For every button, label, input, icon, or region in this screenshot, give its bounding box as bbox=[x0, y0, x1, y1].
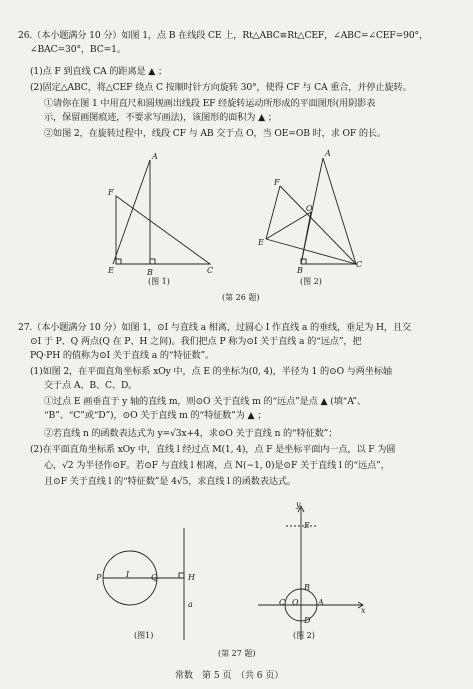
q26-line-7: ②如图 2，在旋转过程中，线段 CF 与 AB 交于点 O，当 OE=OB 时，求 OF 的长。 bbox=[44, 128, 386, 139]
q27-fig2-label-B: B bbox=[304, 583, 310, 592]
q27-fig2-label-C: C bbox=[279, 598, 286, 607]
q27-fig2-label-O: O bbox=[292, 598, 299, 607]
q26-line-1: 26.（本小题满分 10 分）如图 1，点 B 在线段 CE 上，Rt△ABC≌Rt△CEF，∠ABC=∠CEF=90°， bbox=[18, 30, 429, 41]
q27-section-caption: (第 27 题) bbox=[218, 649, 256, 658]
q27-line-10: 心，√2 为半径作⊙F。若⊙F 与直线 l 相离，点 N(−1, 0)是⊙F 关于直线 l 的“远点”， bbox=[44, 460, 390, 471]
q27-line-11: 且⊙F 关于直线 l 的“特征数”是 4√5，求直线 l 的函数表达式。 bbox=[44, 476, 296, 487]
q27-line-6: ①过点 E 画垂直于 y 轴的直线 m，则⊙O 关于直线 m 的“远点”是点 ▲ (填“A”、 bbox=[44, 396, 366, 407]
q27-fig2-label-E: E bbox=[304, 521, 310, 530]
q27-fig1-label-P: P bbox=[96, 573, 102, 582]
q26-fig2-label-F: F bbox=[274, 178, 280, 187]
q26-fig2-label-O: O bbox=[306, 204, 313, 213]
q26-fig1-label-E: E bbox=[108, 266, 114, 275]
q27-fig1-label-H: H bbox=[188, 573, 195, 582]
q26-fig1-label-B: B bbox=[147, 268, 153, 277]
q27-fig1-label-Q: Q bbox=[151, 573, 158, 582]
q26-fig2-label-E: E bbox=[258, 238, 264, 247]
q27-line-8: ②若直线 n 的函数表达式为 y=√3x+4，求⊙O 关于直线 n 的“特征数”； bbox=[44, 428, 338, 439]
q26-line-4: (2)固定△ABC，将△CEF 绕点 C 按顺时针方向旋转 30°，使得 CF 与 CA 重合，并停止旋转。 bbox=[30, 82, 412, 93]
q27-line-5: 交于点 A、B、C、D。 bbox=[44, 380, 138, 391]
q26-fig1-label-F: F bbox=[108, 188, 114, 197]
q26-fig2-label-B: B bbox=[297, 266, 303, 275]
q26-fig1-label-A: A bbox=[152, 152, 158, 161]
q26-fig1-label-C: C bbox=[207, 266, 214, 275]
q27-fig1-label-I: I bbox=[126, 570, 130, 579]
q26-line-5: ①请你在图 1 中用直尺和圆规画出线段 EF 经旋转运动所形成的平面图形(用阴影表 bbox=[44, 98, 376, 109]
q27-line-3: PQ·PH 的值称为⊙I 关于直线 a 的“特征数”。 bbox=[30, 350, 215, 361]
q27-line-1: 27.（本小题满分 10 分）如图 1，⊙I 与直线 a 相离，过圆心 I 作直线 a 的垂线，垂足为 H，且交 bbox=[18, 322, 411, 333]
q27-line-9: (2)在平面直角坐标系 xOy 中，直线 l 经过点 M(1, 4)，点 F 是坐标平面内一点，以 F 为圆 bbox=[30, 444, 396, 455]
page-footer: 常数 第 5 页 （共 6 页） bbox=[175, 671, 284, 681]
q27-fig2-label-x: x bbox=[361, 606, 366, 615]
q26-line-6: 示，保留画图痕迹，不要求写画法)，该图形的面积为 ▲ ； bbox=[44, 112, 277, 123]
q26-fig1-caption: (图 1) bbox=[148, 277, 170, 286]
q27-line-7: “B”、“C”或“D”)，⊙O 关于直线 m 的“特征数”为 ▲ ； bbox=[44, 410, 267, 421]
q27-line-4: (1)如图 2，在平面直角坐标系 xOy 中，点 E 的坐标为(0, 4)，半径为 1 的⊙O 与两坐标轴 bbox=[30, 366, 392, 377]
q27-fig2-caption: (图 2) bbox=[293, 631, 315, 640]
q26-fig2-label-A: A bbox=[325, 149, 331, 158]
q26-fig2-label-C: C bbox=[356, 260, 363, 269]
q26-line-3: (1)点 F 到直线 CA 的距离是 ▲ ； bbox=[30, 66, 168, 77]
q27-fig2-label-y: y bbox=[296, 500, 301, 509]
q26-section-caption: (第 26 题) bbox=[222, 293, 260, 302]
q27-fig2-label-A: A bbox=[318, 598, 324, 607]
q26-fig2-caption: (图 2) bbox=[300, 277, 322, 286]
q27-fig1-label-a: a bbox=[188, 600, 193, 609]
q27-fig2-label-D: D bbox=[304, 616, 311, 625]
q27-fig1-caption: (图1) bbox=[134, 631, 154, 640]
q26-line-2: ∠BAC=30°，BC=1。 bbox=[30, 44, 126, 55]
q27-line-2: ⊙I 于 P、Q 两点(Q 在 P、H 之间)。我们把点 P 称为⊙I 关于直线 a 的“远点”，把 bbox=[30, 336, 362, 347]
